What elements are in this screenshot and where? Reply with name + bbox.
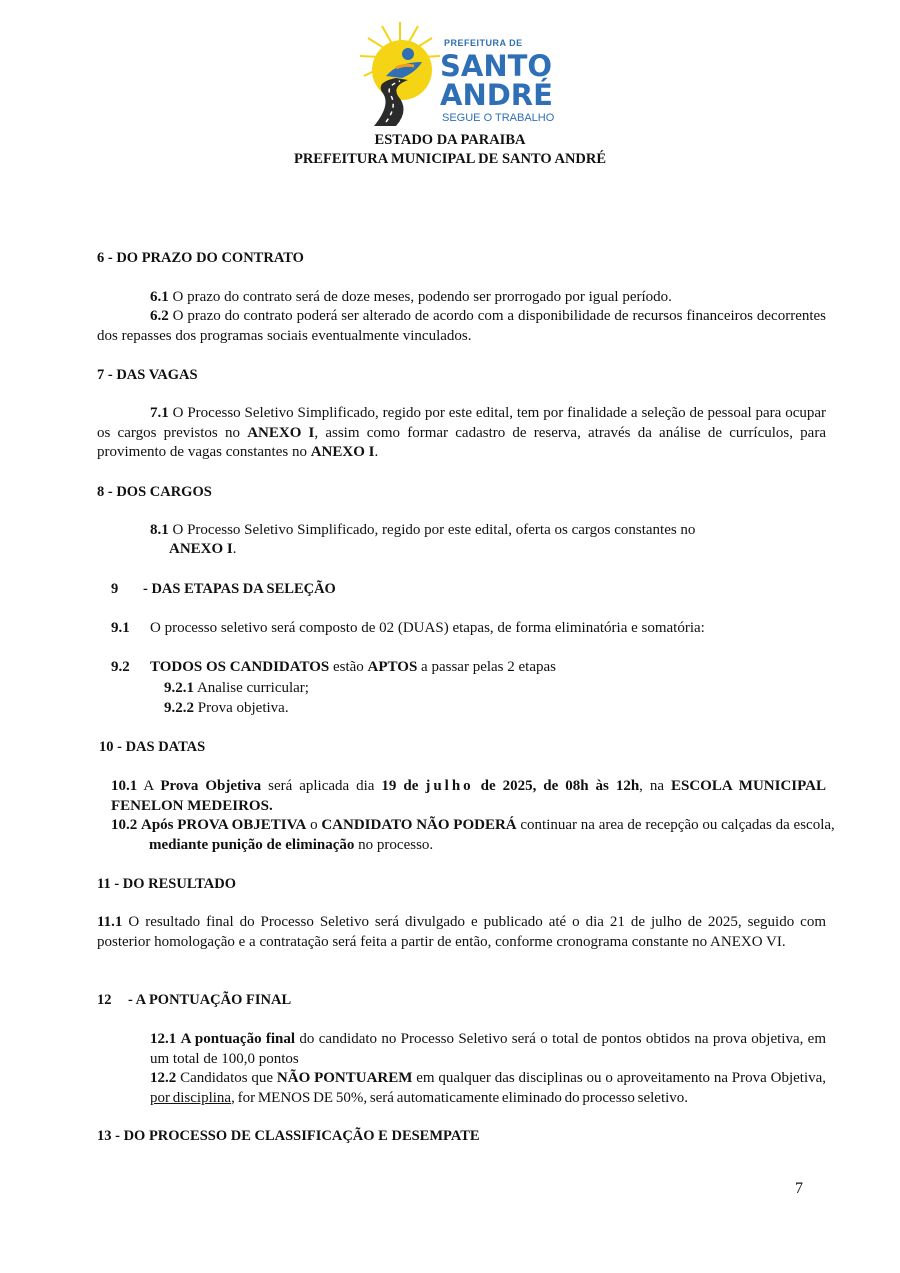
section-11-1 <box>97 913 826 952</box>
section-6-2 <box>97 307 826 346</box>
section-6-title: 6 - DO PRAZO DO CONTRATO <box>97 250 304 266</box>
logo-top-text: PREFEITURA DE <box>444 38 523 48</box>
section-10-2-b: o <box>310 817 318 833</box>
section-12-1-bold: A pontuação final <box>180 1031 296 1047</box>
section-9-2-1-number: 9.2.1 <box>164 680 194 696</box>
section-9-2-1 <box>164 679 309 699</box>
section-7-1-anexo-a: ANEXO I <box>247 424 315 441</box>
section-8-1-number: 8.1 <box>150 522 169 538</box>
section-12-2-number: 12.2 <box>150 1070 177 1086</box>
section-10-1-date2: julho <box>425 778 474 794</box>
section-8-title: 8 - DOS CARGOS <box>97 484 212 500</box>
section-9-2-1-text: Analise curricular; <box>196 680 309 696</box>
header-state: ESTADO DA PARAIBA <box>374 132 526 148</box>
section-6-1 <box>150 288 826 308</box>
section-12-2-b: em qualquer das disciplinas ou o aproveitamento na Prova Objetiva, <box>416 1070 827 1086</box>
section-6-1-number: 6.1 <box>150 289 169 305</box>
page-number: 7 <box>795 1180 803 1197</box>
section-9-2-number <box>111 658 130 678</box>
logo-name-line2: ANDRÉ <box>440 78 553 112</box>
section-8-1 <box>150 521 790 541</box>
section-10-1-e: , na <box>639 778 665 794</box>
section-7-1-number: 7.1 <box>150 405 169 421</box>
section-10-2-c: CANDIDATO NÃO PODERÁ <box>321 817 517 833</box>
section-8-1-anexo <box>169 540 237 560</box>
section-10-1-date1: 19 de <box>381 778 419 794</box>
section-10-2-number: 10.2 <box>111 817 138 833</box>
section-10-1-prova: Prova Objetiva <box>160 778 262 794</box>
section-10-1-escola: ESCOLA MUNICIPAL FENELON MEDEIROS. <box>111 778 827 814</box>
logo-slogan: SEGUE O TRABALHO <box>442 112 555 124</box>
section-12-2-c: , for MENOS DE 50%, será automaticamente eliminado do processo seletivo. <box>231 1089 689 1106</box>
santo-andre-logo <box>352 18 562 128</box>
section-10-2 <box>111 816 849 855</box>
section-12-2-underlined: por disciplina <box>150 1089 232 1106</box>
section-12-2 <box>150 1069 826 1108</box>
section-9-title: - DAS ETAPAS DA SELEÇÃO <box>143 581 336 597</box>
section-12-1-text: do candidato no Processo Seletivo será o total de pontos obtidos na prova objetiva, em um total de 100,0 pontos <box>150 1031 827 1067</box>
section-9-1-num-label: 9.1 <box>111 620 130 636</box>
section-11-1-number: 11.1 <box>97 914 123 930</box>
section-9-2-text <box>150 658 556 678</box>
section-10-1-c: será aplicada dia <box>268 778 375 794</box>
section-9-2-bold1: TODOS OS CANDIDATOS <box>150 659 330 675</box>
section-9-2-bold2: APTOS <box>367 659 418 675</box>
section-12-1 <box>150 1030 826 1069</box>
section-10-2-a: Após PROVA OBJETIVA <box>141 817 307 833</box>
section-8-1-anexo-label: ANEXO I <box>169 541 233 557</box>
section-9-2-2 <box>164 699 289 719</box>
logo-graphic <box>352 18 562 128</box>
section-13-title: 13 - DO PROCESSO DE CLASSIFICAÇÃO E DESEMPATE <box>97 1128 480 1144</box>
section-7-1 <box>97 404 826 463</box>
section-11-title: 11 - DO RESULTADO <box>97 876 236 892</box>
section-7-1-text-b: , assim como formar cadastro de reserva, através da análise de currículos, para provimento de vagas constantes no <box>97 424 826 460</box>
section-10-1 <box>111 777 826 816</box>
section-10-1-a: A <box>143 778 154 794</box>
section-12-title: - A PONTUAÇÃO FINAL <box>128 992 292 1008</box>
header-prefeitura: PREFEITURA MUNICIPAL DE SANTO ANDRÉ <box>293 151 607 167</box>
section-8-1-text: O Processo Seletivo Simplificado, regido por este edital, oferta os cargos constantes no <box>172 522 696 538</box>
section-6-2-text: O prazo do contrato poderá ser alterado de acordo com a disponibilidade de recursos financeiros decorrentes dos repasses dos programas sociais eventualmente vinculados. <box>97 308 827 344</box>
section-9-1-text: O processo seletivo será composto de 02 (DUAS) etapas, de forma eliminatória e somatória: <box>150 620 705 636</box>
section-9-2-text2: a passar pelas 2 etapas <box>421 659 556 675</box>
section-7-1-text-a: O Processo Seletivo Simplificado, regido por este edital, tem por finalidade a seleção de pessoal para ocupar os cargos previstos no <box>97 405 827 441</box>
section-10-2-f: no processo. <box>358 836 434 853</box>
section-10-1-date3: de 2025, de 08h às 12h <box>480 778 640 794</box>
section-7-1-anexo-b: ANEXO I <box>310 444 375 460</box>
section-9-number: 9 <box>111 581 119 597</box>
section-9-2-2-number: 9.2.2 <box>164 700 194 716</box>
section-9-2-num-label: 9.2 <box>111 659 130 675</box>
section-7-title: 7 - DAS VAGAS <box>97 367 198 383</box>
section-9-2-text1: estão <box>332 659 364 675</box>
section-7-1-text-c: . <box>374 444 379 460</box>
section-11-1-text: O resultado final do Processo Seletivo será divulgado e publicado até o dia 21 de julho de 2025, seguido com posterior homologação e a contratação será feita a partir de então, conforme cronograma constante no ANEXO VI. <box>97 914 827 950</box>
section-8-1-end: . <box>232 541 237 557</box>
section-10-title: 10 - DAS DATAS <box>99 739 206 755</box>
section-6-2-number: 6.2 <box>150 308 169 324</box>
section-12-2-a: Candidatos que <box>180 1070 274 1086</box>
section-12-1-number: 12.1 <box>150 1031 177 1047</box>
section-10-2-d: continuar na area de recepção ou calçadas da escola, <box>520 817 835 833</box>
logo-name-line1: SANTO <box>440 49 553 83</box>
section-9-1-number <box>111 619 130 639</box>
section-10-1-number: 10.1 <box>111 778 138 794</box>
section-12-number: 12 <box>97 992 112 1008</box>
section-12-2-bold: NÃO PONTUAREM <box>276 1070 413 1086</box>
section-10-2-e: mediante punição de eliminação <box>149 836 355 853</box>
section-6-1-text: O prazo do contrato será de doze meses, podendo ser prorrogado por igual período. <box>172 289 672 305</box>
section-9-2-2-text: Prova objetiva. <box>197 700 289 716</box>
